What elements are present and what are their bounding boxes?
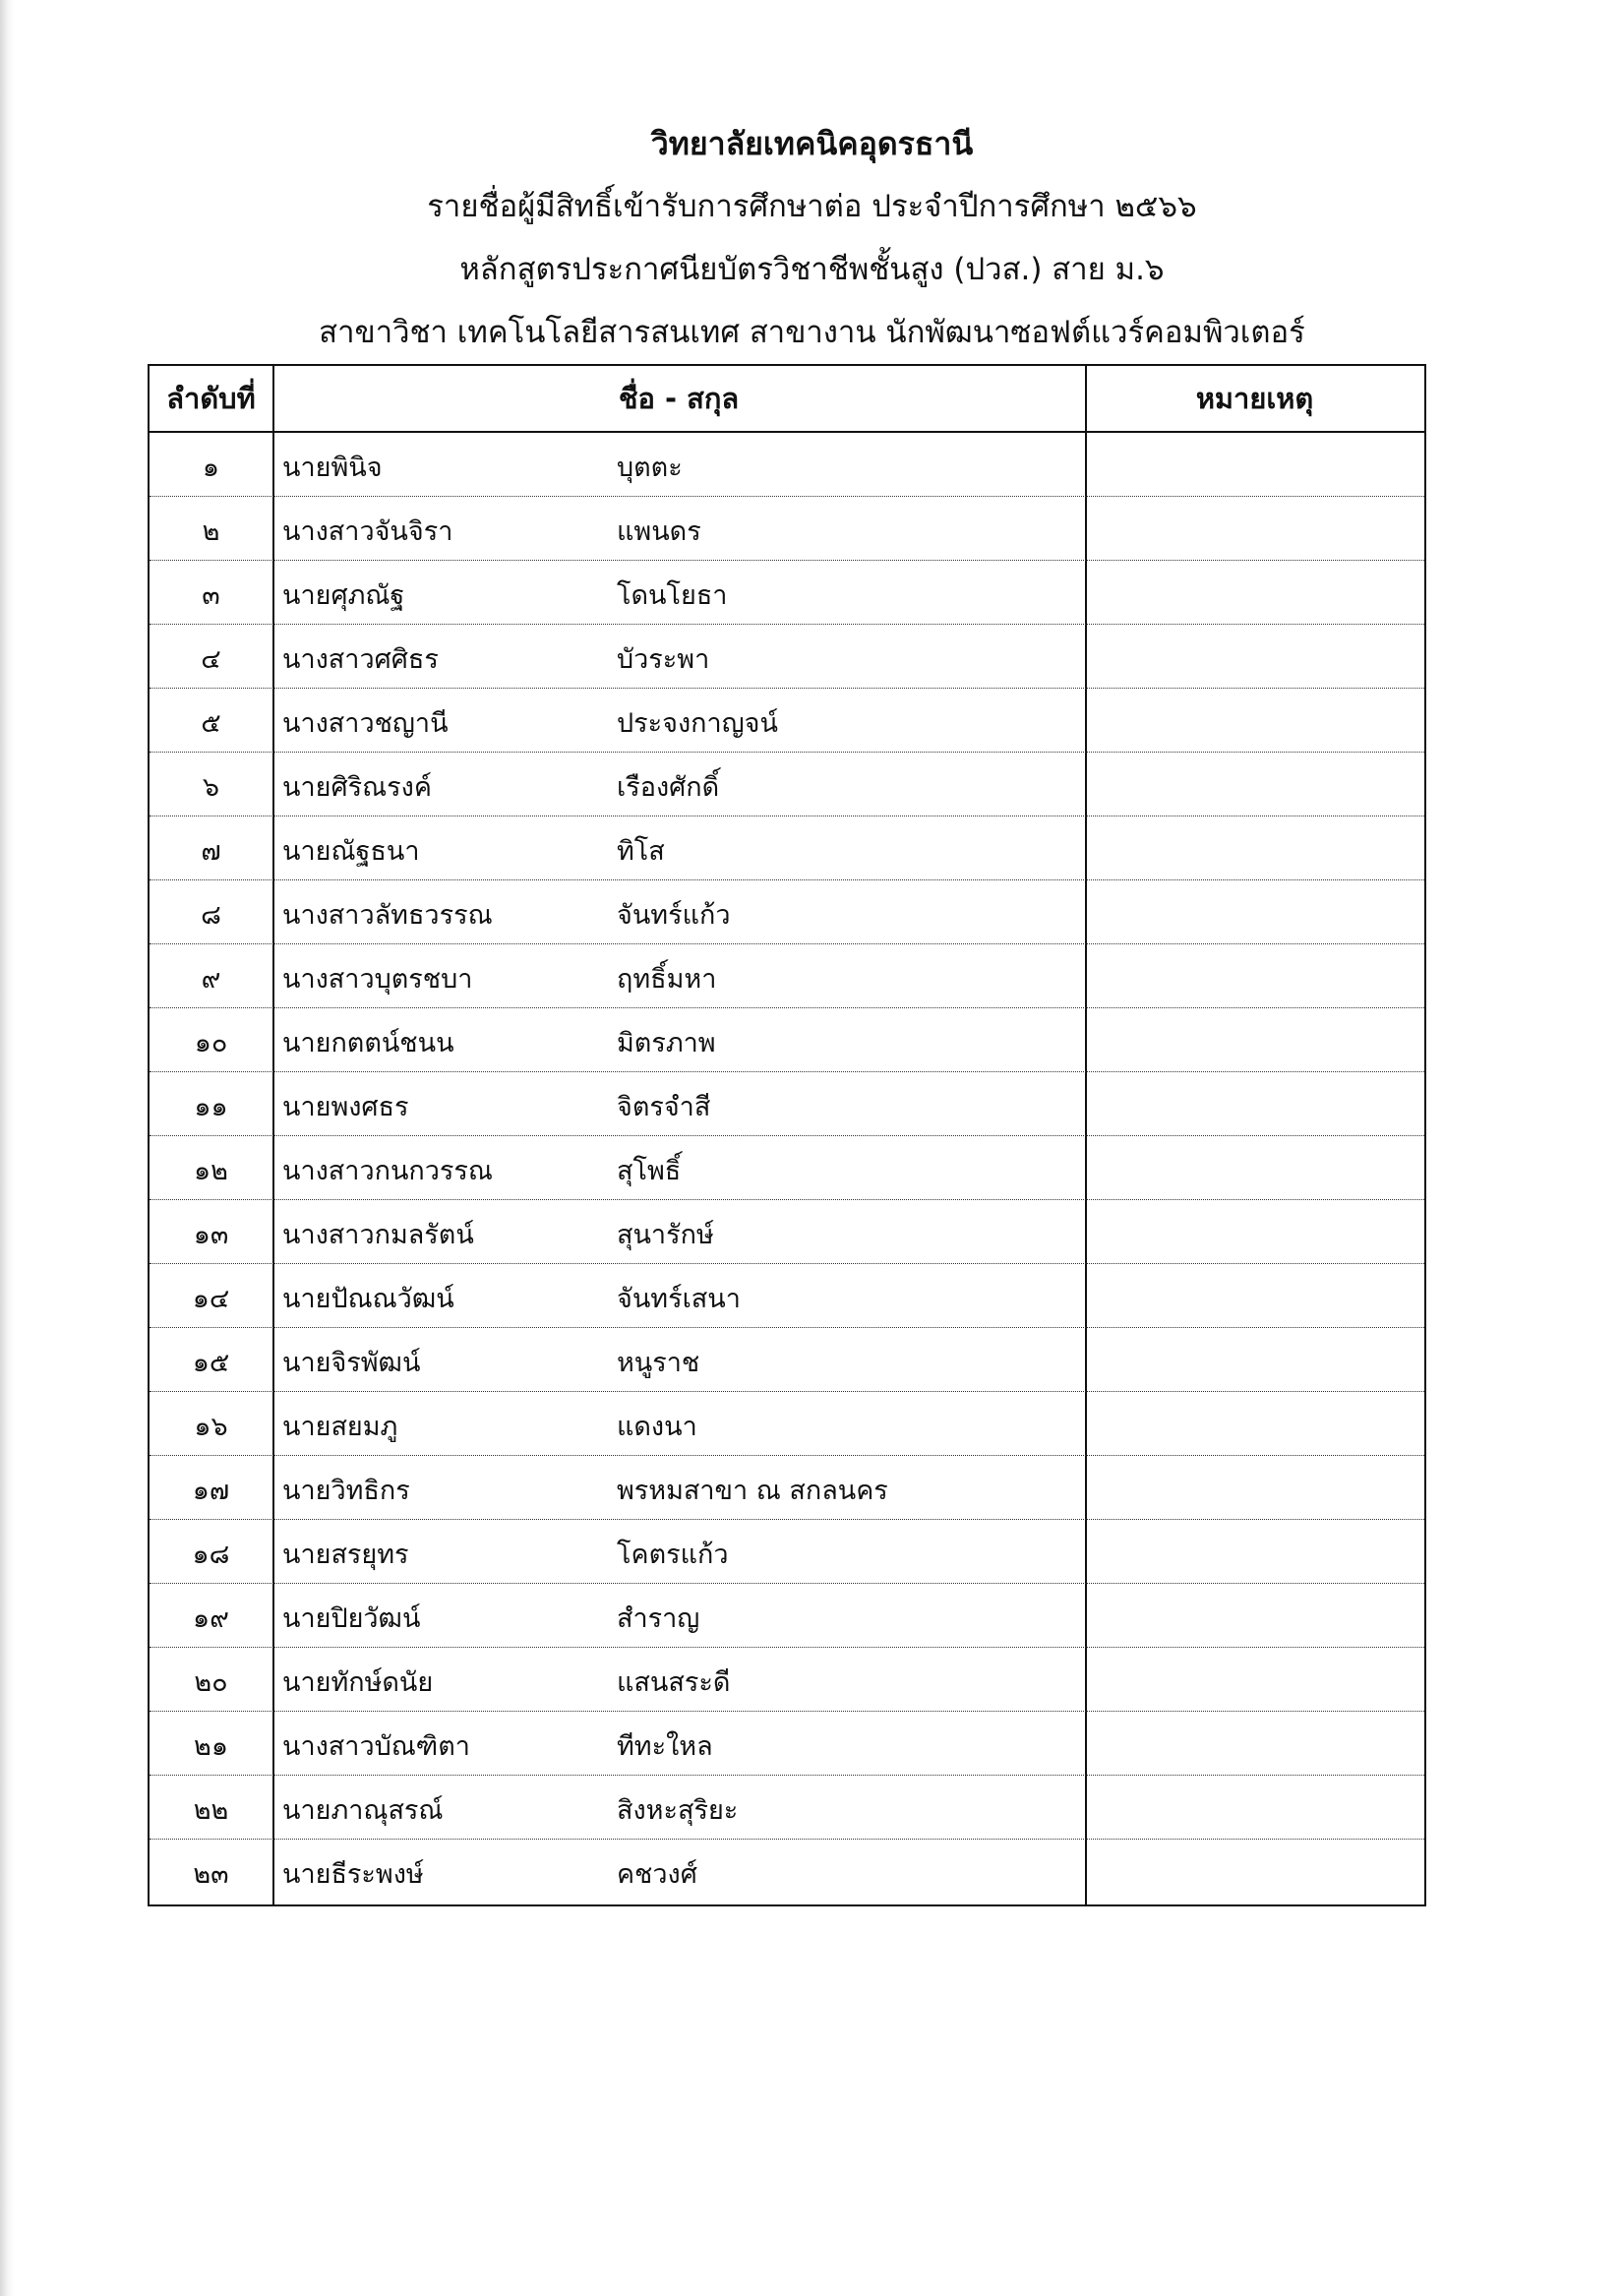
table-row xyxy=(150,625,1424,689)
table-row xyxy=(150,1264,1424,1328)
remark-cell xyxy=(1089,625,1423,689)
table-row xyxy=(150,1712,1424,1776)
last-name: สุโพธิ์ xyxy=(617,1156,682,1186)
row-number: ๙ xyxy=(201,964,221,995)
row-number: ๒ xyxy=(202,516,220,547)
row-number: ๖ xyxy=(202,772,220,803)
last-name: ทิโส xyxy=(617,836,665,867)
row-number: ๑๖ xyxy=(194,1412,228,1442)
remark-cell xyxy=(1089,1520,1423,1584)
table-row xyxy=(150,1584,1424,1648)
first-name: นายศิริณรงค์ xyxy=(282,772,432,803)
first-name: นายพินิจ xyxy=(282,453,383,483)
remark-cell xyxy=(1089,1648,1423,1712)
row-number: ๑๘ xyxy=(192,1540,230,1570)
table-header xyxy=(150,366,1424,433)
row-number: ๑๕ xyxy=(192,1348,230,1378)
row-number: ๗ xyxy=(201,836,221,867)
row-number: ๕ xyxy=(201,708,221,739)
table-row xyxy=(150,1840,1424,1903)
last-name: โดนโยธา xyxy=(617,580,728,611)
remark-cell xyxy=(1089,497,1423,561)
row-number: ๑๓ xyxy=(193,1220,229,1250)
first-name: นายพงศธร xyxy=(282,1092,409,1122)
remark-cell xyxy=(1089,1776,1423,1840)
remark-cell xyxy=(1089,816,1423,880)
last-name: ประจงกาญจน์ xyxy=(617,708,778,739)
table-row xyxy=(150,497,1424,561)
remark-cell xyxy=(1089,1584,1423,1648)
table-row xyxy=(150,1136,1424,1200)
table-row xyxy=(150,880,1424,944)
row-number: ๒๑ xyxy=(194,1731,228,1762)
remark-cell xyxy=(1089,689,1423,753)
last-name: คชวงศ์ xyxy=(617,1859,697,1890)
table-row xyxy=(150,1392,1424,1456)
first-name: นายธีระพงษ์ xyxy=(282,1859,424,1890)
table-row xyxy=(150,753,1424,816)
row-number: ๑๗ xyxy=(192,1476,230,1506)
table-row xyxy=(150,689,1424,753)
program-title: หลักสูตรประกาศนียบัตรวิชาชีพชั้นสูง (ปวส.) สาย ม.๖ xyxy=(459,252,1165,287)
last-name: หนูราช xyxy=(617,1348,700,1378)
first-name: นายปิยวัฒน์ xyxy=(282,1603,421,1634)
remark-cell xyxy=(1089,753,1423,816)
remark-cell xyxy=(1089,1072,1423,1136)
last-name: แพนดร xyxy=(617,516,701,547)
row-number: ๑ xyxy=(202,453,220,483)
remark-cell xyxy=(1089,561,1423,625)
remark-cell xyxy=(1089,1008,1423,1072)
row-number: ๑๙ xyxy=(193,1603,229,1634)
first-name: นายกตตน์ชนน xyxy=(282,1028,454,1058)
row-number: ๒๒ xyxy=(193,1795,229,1826)
remark-cell xyxy=(1089,880,1423,944)
row-number: ๑๐ xyxy=(194,1028,228,1058)
table-row xyxy=(150,561,1424,625)
major-title: สาขาวิชา เทคโนโลยีสารสนเทศ สาขางาน นักพัฒนาซอฟต์แวร์คอมพิวเตอร์ xyxy=(319,315,1305,350)
table-row xyxy=(150,1072,1424,1136)
header-name: ชื่อ - สกุล xyxy=(618,382,740,415)
row-number: ๓ xyxy=(202,580,220,611)
row-number: ๑๒ xyxy=(194,1156,228,1186)
last-name: มิตรภาพ xyxy=(617,1028,716,1058)
table-row xyxy=(150,1328,1424,1392)
last-name: แสนสระดี xyxy=(617,1667,731,1698)
first-name: นายสยมภู xyxy=(282,1412,398,1442)
table-row xyxy=(150,1008,1424,1072)
row-number: ๘ xyxy=(201,900,221,931)
document-header xyxy=(0,122,1624,374)
last-name: จิตรจำสี xyxy=(617,1092,711,1122)
first-name: นายสรยุทร xyxy=(282,1540,409,1570)
remark-cell xyxy=(1089,1264,1423,1328)
remark-cell xyxy=(1089,1392,1423,1456)
remark-cell xyxy=(1089,1456,1423,1520)
table-row xyxy=(150,1200,1424,1264)
remark-cell xyxy=(1089,433,1423,497)
first-name: นายวิทธิกร xyxy=(282,1476,410,1506)
first-name: นางสาวชญานี xyxy=(282,708,449,739)
remark-cell xyxy=(1089,1200,1423,1264)
last-name: ทีทะใหล xyxy=(617,1731,713,1762)
last-name: บุตตะ xyxy=(617,453,683,483)
first-name: นายศุภณัฐ xyxy=(282,580,405,611)
table-row xyxy=(150,816,1424,880)
first-name: นายทักษ์ดนัย xyxy=(282,1667,434,1698)
table-row xyxy=(150,1456,1424,1520)
table-row xyxy=(150,1520,1424,1584)
first-name: นางสาวกมลรัตน์ xyxy=(282,1220,474,1250)
last-name: สำราญ xyxy=(617,1603,700,1634)
first-name: นางสาวจันจิรา xyxy=(282,516,453,547)
first-name: นางสาวลัทธวรรณ xyxy=(282,900,493,931)
remark-cell xyxy=(1089,1328,1423,1392)
first-name: นางสาวบุตรชบา xyxy=(282,964,473,995)
last-name: จันทร์แก้ว xyxy=(617,900,731,931)
first-name: นางสาวบัณฑิตา xyxy=(282,1731,470,1762)
student-table xyxy=(148,364,1426,1906)
first-name: นางสาวศศิธร xyxy=(282,644,439,675)
table-row xyxy=(150,433,1424,497)
header-order: ลำดับที่ xyxy=(166,382,256,415)
last-name: บัวระพา xyxy=(617,644,710,675)
remark-cell xyxy=(1089,944,1423,1008)
last-name: พรหมสาขา ณ สกลนคร xyxy=(617,1476,888,1506)
table-row xyxy=(150,1648,1424,1712)
last-name: โคตรแก้ว xyxy=(617,1540,729,1570)
row-number: ๒๐ xyxy=(194,1667,228,1698)
last-name: สุนารักษ์ xyxy=(617,1220,714,1250)
first-name: นายจิรพัฒน์ xyxy=(282,1348,421,1378)
first-name: นายณัฐธนา xyxy=(282,836,420,867)
row-number: ๑๑ xyxy=(194,1092,228,1122)
remark-cell xyxy=(1089,1840,1423,1903)
list-title: รายชื่อผู้มีสิทธิ์เข้ารับการศึกษาต่อ ประจำปีการศึกษา ๒๕๖๖ xyxy=(427,189,1197,224)
last-name: เรืองศักดิ์ xyxy=(617,772,720,803)
last-name: สิงหะสุริยะ xyxy=(617,1795,739,1826)
college-name: วิทยาลัยเทคนิคอุดรธานี xyxy=(650,125,974,162)
remark-cell xyxy=(1089,1712,1423,1776)
table-row xyxy=(150,1776,1424,1840)
row-number: ๔ xyxy=(201,644,221,675)
last-name: แดงนา xyxy=(617,1412,697,1442)
row-number: ๑๔ xyxy=(192,1284,230,1314)
table-row xyxy=(150,944,1424,1008)
last-name: จันทร์เสนา xyxy=(617,1284,741,1314)
header-remark: หมายเหตุ xyxy=(1195,382,1314,415)
last-name: ฤทธิ์มหา xyxy=(617,964,717,995)
first-name: นายภาณุสรณ์ xyxy=(282,1795,444,1826)
remark-cell xyxy=(1089,1136,1423,1200)
first-name: นางสาวกนกวรรณ xyxy=(282,1156,493,1186)
row-number: ๒๓ xyxy=(193,1859,229,1890)
first-name: นายปัณณวัฒน์ xyxy=(282,1284,454,1314)
